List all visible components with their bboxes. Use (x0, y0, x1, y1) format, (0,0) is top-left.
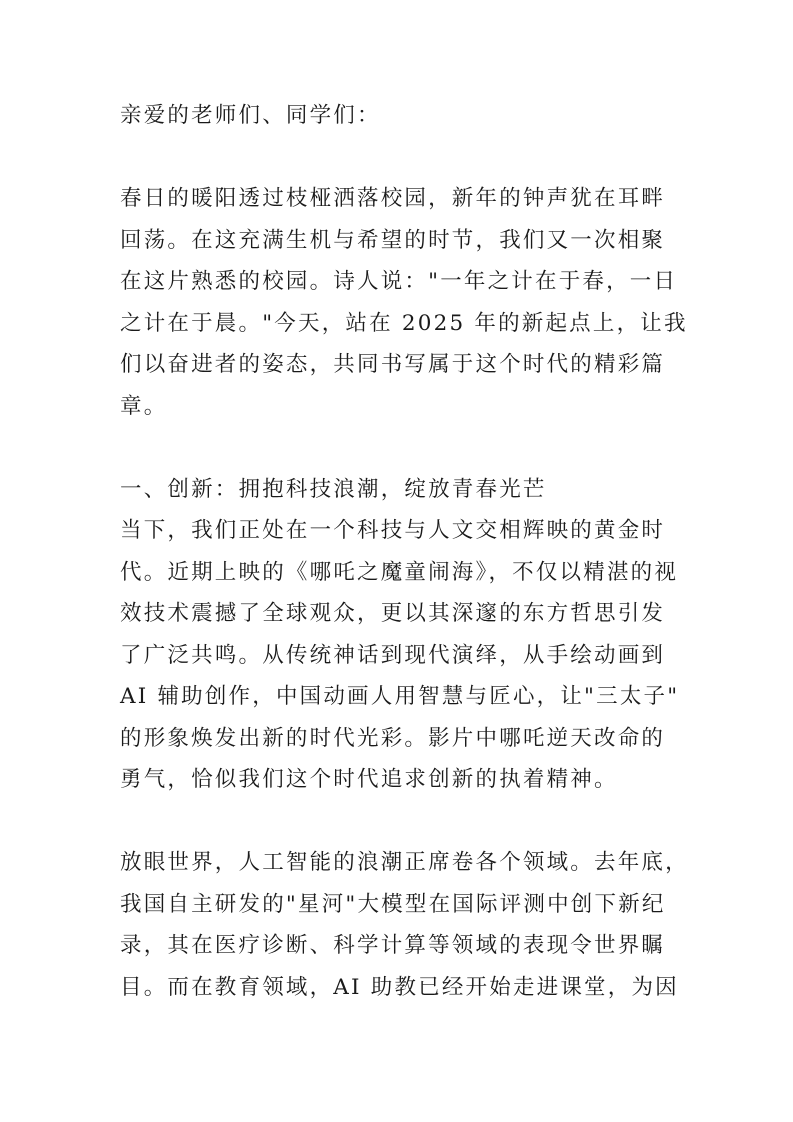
paragraph-line: 目。而在教育领域，AI 助教已经开始走进课堂，为因 (120, 974, 679, 1000)
paragraph-opening (120, 178, 688, 427)
paragraph-line: 章。 (120, 393, 168, 419)
paragraph-line: 在这片熟悉的校园。诗人说："一年之计在于春，一日 (120, 269, 678, 294)
paragraph-line: 勇气，恰似我们这个时代追求创新的执着精神。 (120, 767, 618, 792)
paragraph-line: 了广泛共鸣。从传统神话到现代演绎，从手绘动画到 (120, 642, 666, 668)
paragraph-line: AI 辅助创作，中国动画人用智慧与匠心，让"三太子" (120, 684, 680, 709)
paragraph-line: 效技术震撼了全球观众，更以其深邃的东方哲思引发 (120, 601, 666, 626)
section-heading: 一、创新：拥抱科技浪潮，绽放青春光芒 (120, 476, 547, 502)
paragraph-ai-world (120, 842, 689, 1008)
document-page (120, 95, 689, 1008)
paragraph-line: 春日的暖阳透过枝桠洒落校园，新年的钟声犹在耳畔 (120, 186, 666, 211)
paragraph-line: 放眼世界，人工智能的浪潮正席卷各个领域。去年底， (120, 850, 689, 875)
paragraph-line: 我国自主研发的"星河"大模型在国际评测中创下新纪 (120, 891, 666, 917)
blank-line (120, 801, 680, 843)
paragraph-line: 之计在于晨。"今天，站在 2025 年的新起点上，让我 (120, 310, 688, 336)
paragraph-line: 们以奋进者的姿态，共同书写属于这个时代的精彩篇 (120, 352, 666, 377)
paragraph-line: 代。近期上映的《哪吒之魔童闹海》，不仅以精湛的视 (120, 559, 679, 585)
paragraph-innovation (120, 510, 680, 801)
blank-line (120, 137, 680, 179)
paragraph-line: 的形象焕发出新的时代光彩。影片中哪吒逆天改命的 (120, 725, 666, 751)
salutation: 亲爱的老师们、同学们： (120, 103, 381, 128)
paragraph-line: 当下，我们正处在一个科技与人文交相辉映的黄金时 (120, 518, 666, 543)
blank-line (120, 427, 680, 469)
paragraph-line: 回荡。在这充满生机与希望的时节，我们又一次相聚 (120, 227, 666, 253)
paragraph-line: 录，其在医疗诊断、科学计算等领域的表现令世界瞩 (120, 933, 666, 958)
